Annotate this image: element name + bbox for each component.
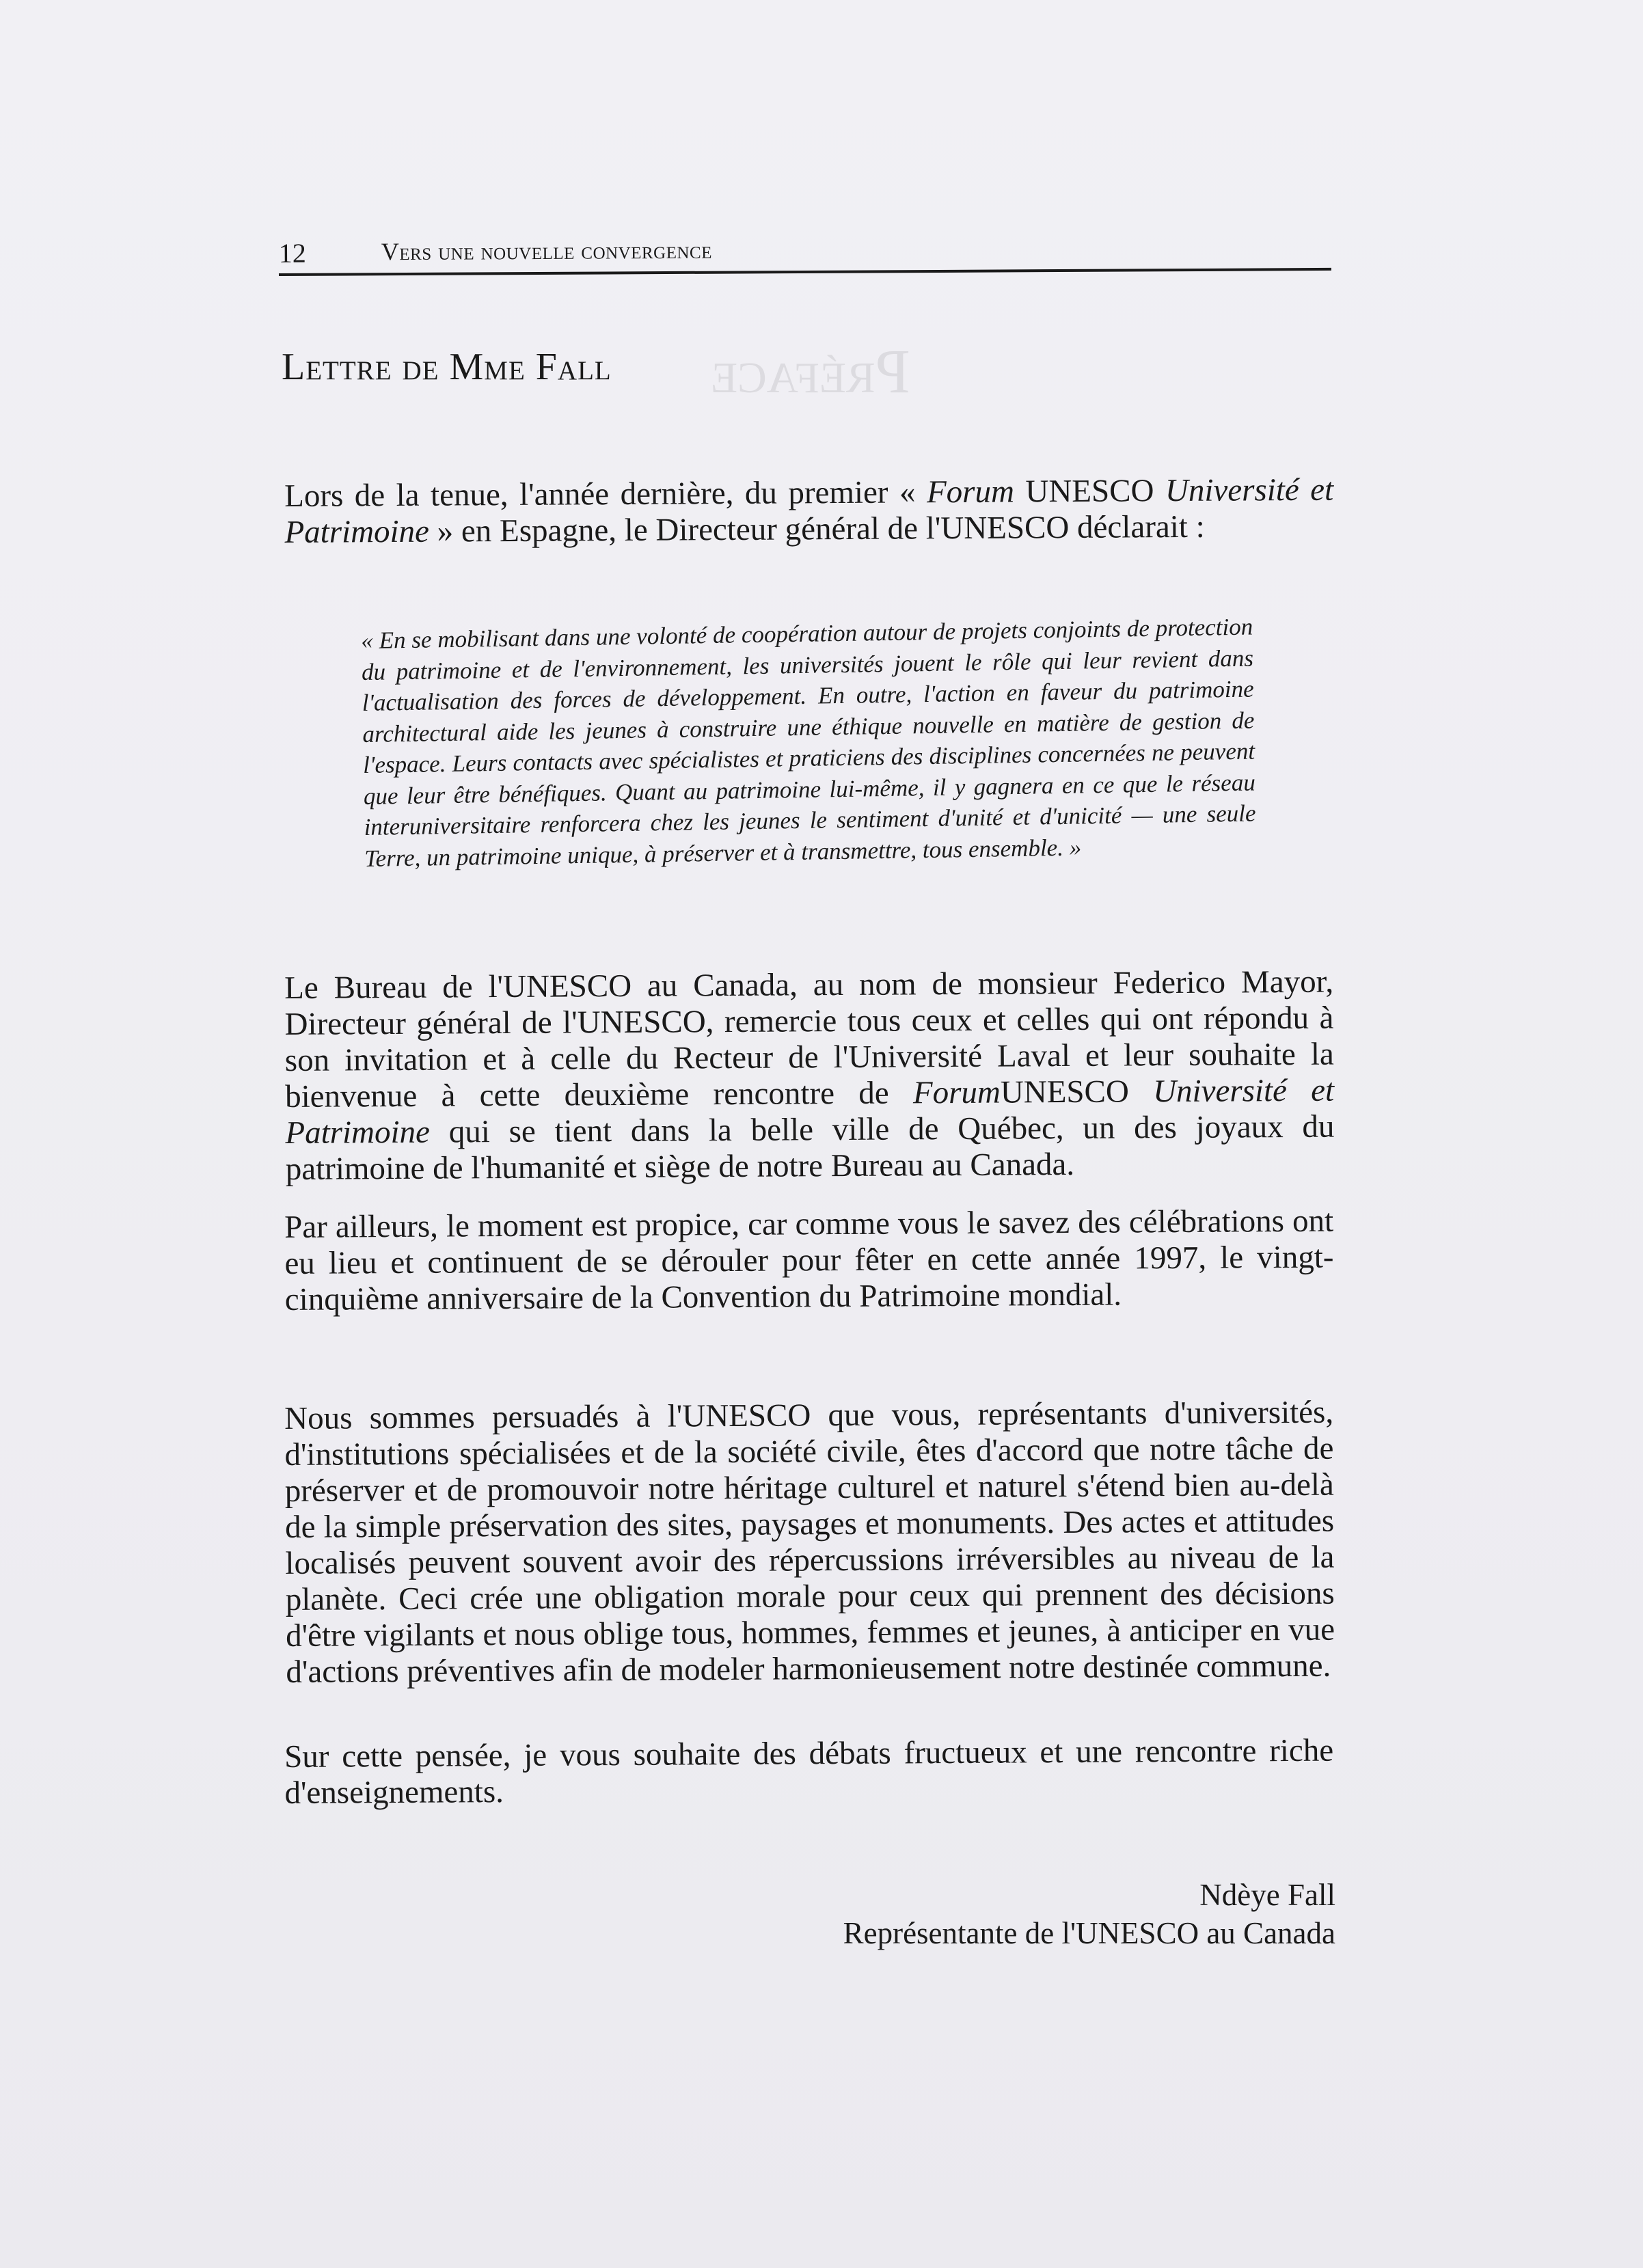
paragraph-welcome: Le Bureau de l'UNESCO au Canada, au nom de monsieur Federico Mayor, Directeur général de l'UNESCO, remercie tous ceux et celles qui ont répondu à son invitation et à celle du Recteur de l'Université Laval et leur souhaite la bienvenue à cette deuxième rencontre de ForumUNESCO Université et Patrimoine qui se tient dans la belle ville de Québec, un des joyaux du patrimoine de l'humanité et siège de notre Bureau au Canada. [284, 964, 1335, 1187]
intro-paragraph: Lors de la tenue, l'année dernière, du premier « Forum UNESCO Université et Patrimoine » en Espagne, le Directeur général de l'UNESCO déclarait : [284, 472, 1334, 550]
page-number: 12 [278, 237, 306, 269]
signature-role: Représentante de l'UNESCO au Canada [843, 1916, 1335, 1950]
letter-title: Lettre de Mme Fall [282, 346, 612, 388]
running-header [279, 227, 1331, 276]
director-quote: « En se mobilisant dans une volonté de coopération autour de projets conjoints de protection du patrimoine et de l'environnement, les universités jouent le rôle qui leur revient dans l'actualisation des forces de développement. En outre, l'action en faveur du patrimoine architectural aide les jeunes à construire une éthique nouvelle en matière de gestion de l'espace. Leurs contacts avec spécialistes et praticiens des disciplines concernées ne peuvent que leur être bénéfiques. Quant au patrimoine lui-même, il y gagnera en ce que le réseau interuniversitaire renforcera chez les jeunes le sentiment d'unité et d'unicité — une seule Terre, un patrimoine unique, à préserver et à transmettre, tous ensemble. » [361, 613, 1256, 872]
signature-name: Ndèye Fall [1199, 1878, 1335, 1912]
paragraph-anniversary: Par ailleurs, le moment est propice, car comme vous le savez des célébrations ont eu lieu et continuent de se dérouler pour fêter en cette année 1997, le vingt-cinquième anniversaire de la Convention du Patrimoine mondial. [284, 1203, 1334, 1317]
paragraph-closing: Sur cette pensée, je vous souhaite des débats fructueux et une rencontre riche d'enseignements. [284, 1732, 1334, 1811]
paragraph-heritage: Nous sommes persuadés à l'UNESCO que vous, représentants d'universités, d'institutions spécialisées et de la société civile, êtes d'accord que notre tâche de préserver et de promouvoir notre héritage culturel et naturel s'étend bien au-delà de la simple préservation des sites, paysages et monuments. Des actes et attitudes localisés peuvent souvent avoir des répercussions irréversibles au niveau de la planète. Ceci crée une obligation morale pour ceux qui prennent des décisions d'être vigilants et nous oblige tous, hommes, femmes et jeunes, à anticiper en vue d'actions préventives afin de modeler harmonieusement notre destinée commune. [284, 1394, 1335, 1690]
running-title: Vers une nouvelle convergence [381, 236, 713, 266]
show-through-title: Préface [711, 336, 910, 406]
signature-block [843, 1876, 1335, 1952]
